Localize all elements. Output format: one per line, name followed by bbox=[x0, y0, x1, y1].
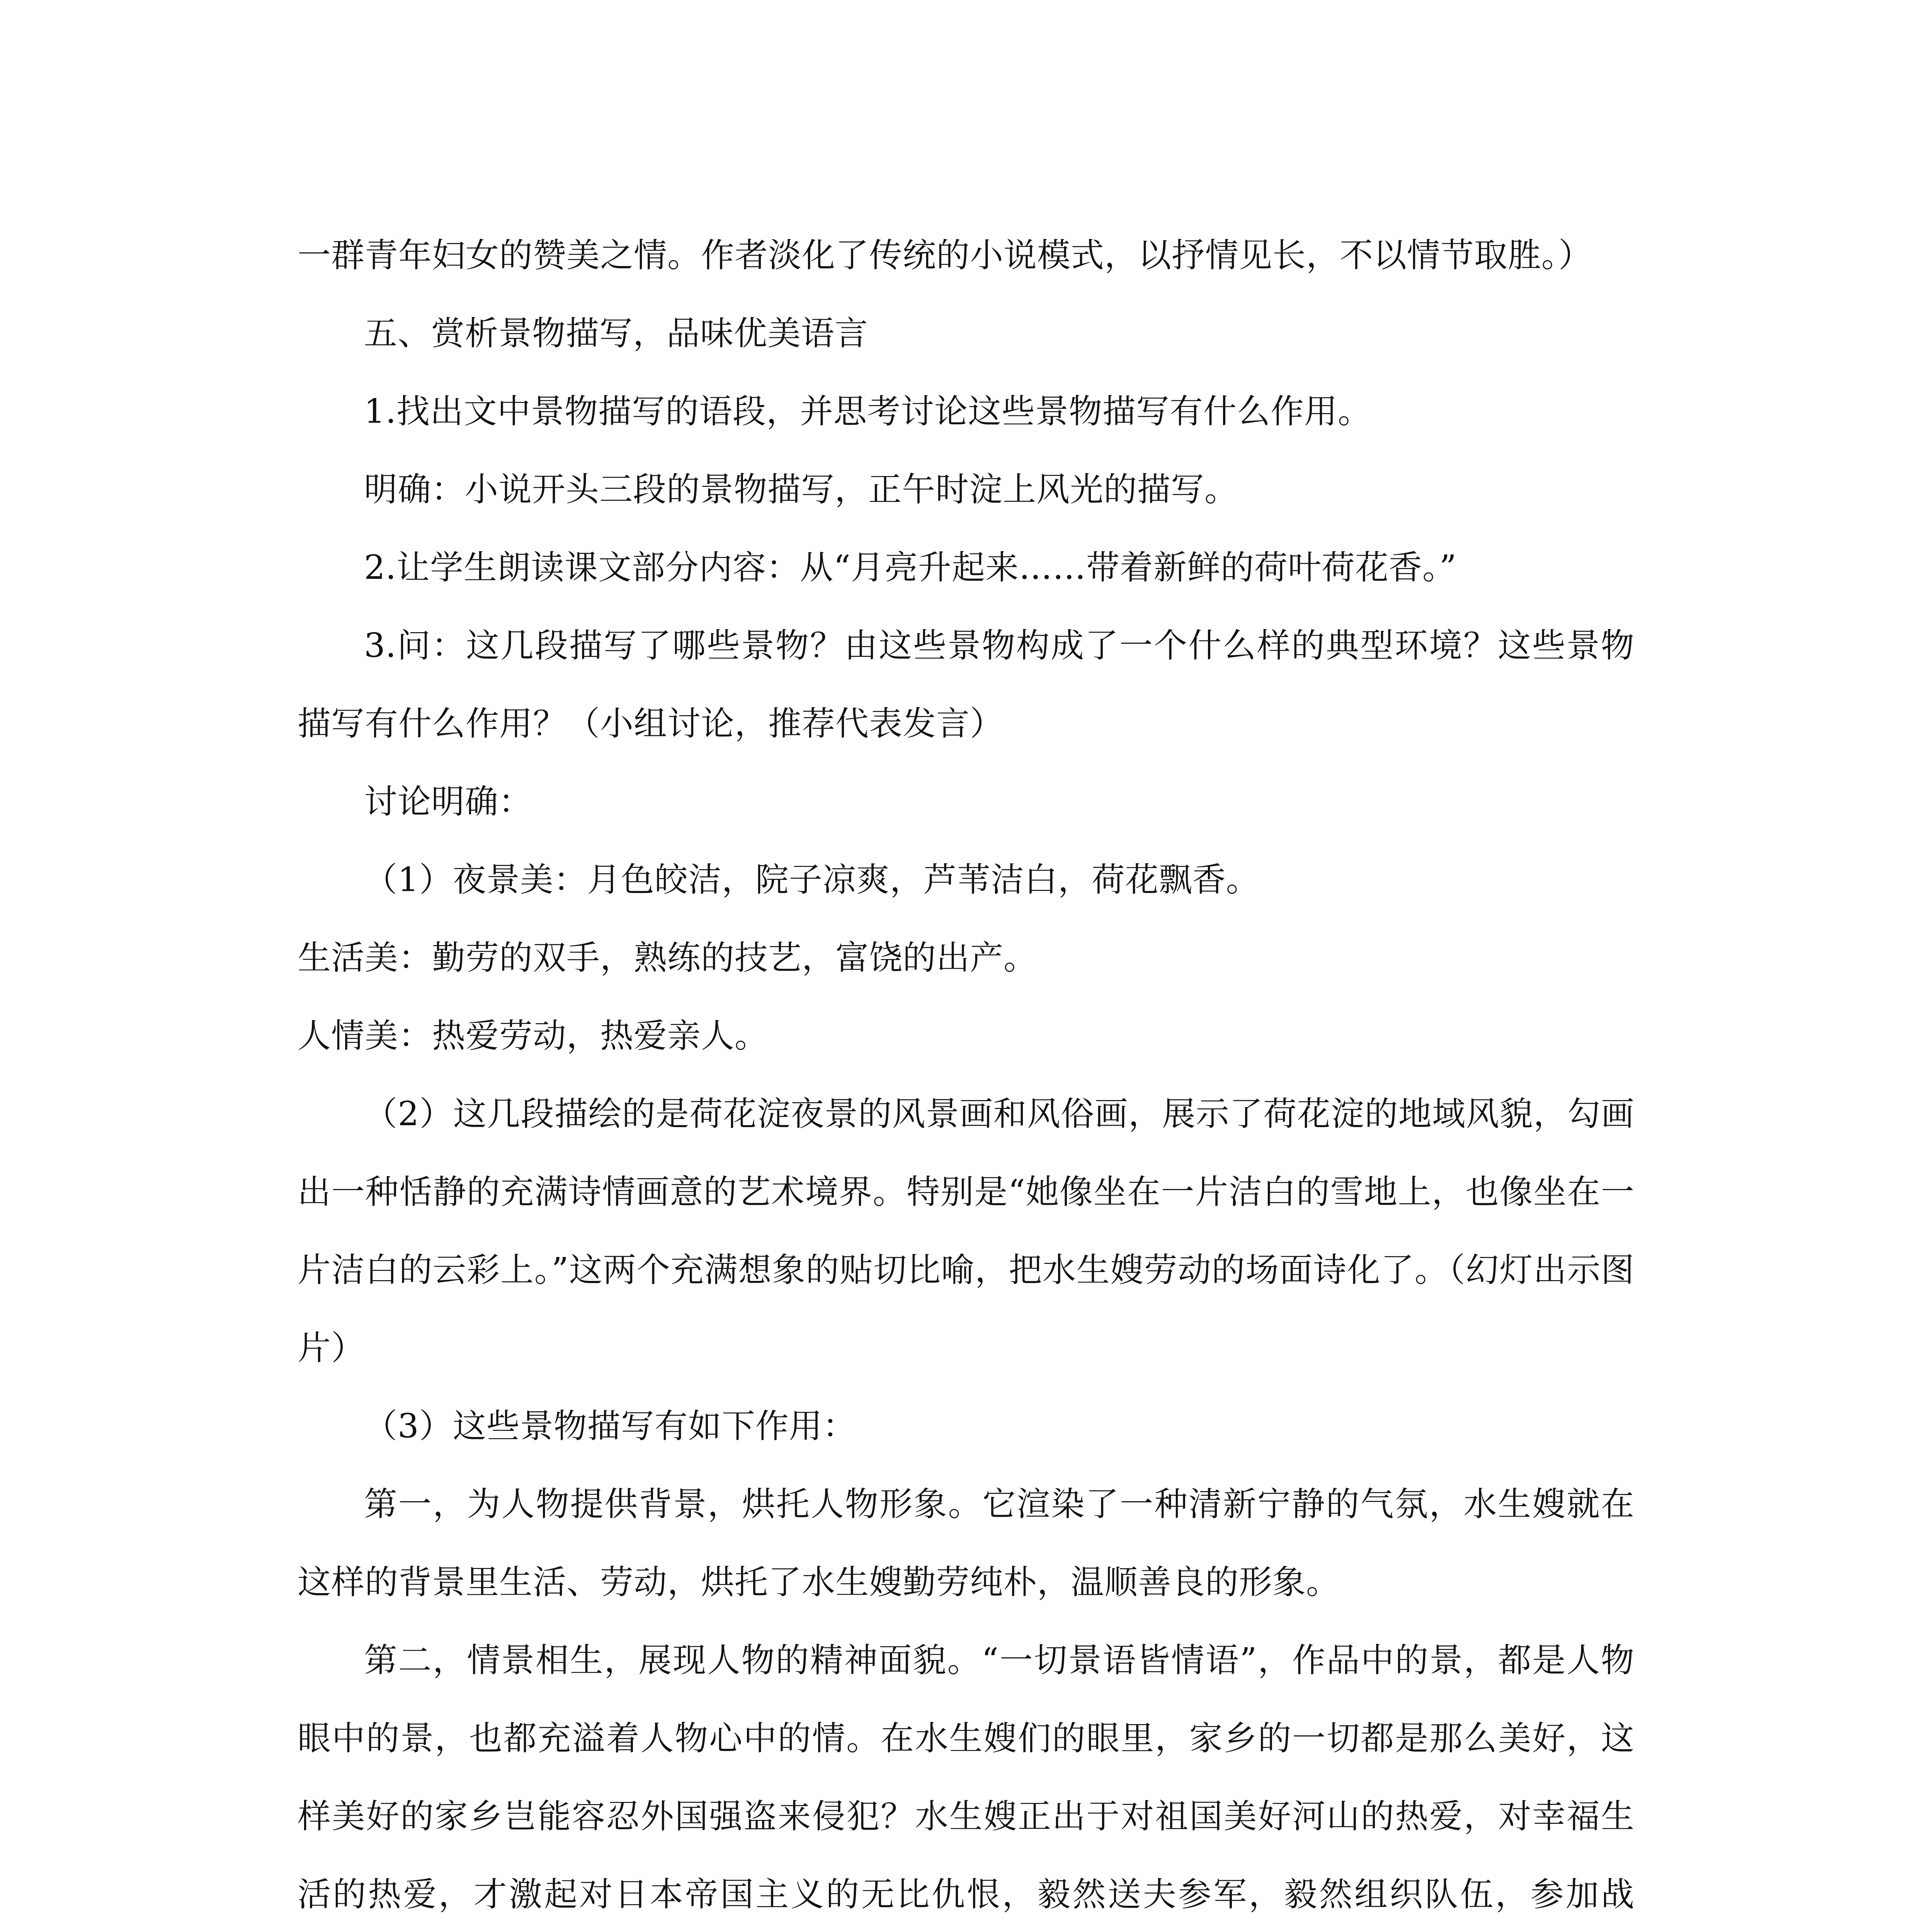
paragraph-item-3: 3.问：这几段描写了哪些景物？由这些景物构成了一个什么样的典型环境？这些景物描写有什么作用？（小组讨论，推荐代表发言） bbox=[298, 626, 1635, 743]
paragraph-point-2: （2）这几段描绘的是荷花淀夜景的风景画和风俗画，展示了荷花淀的地域风貌，勾画出一种恬静的充满诗情画意的艺术境界。特别是“她像坐在一片洁白的雪地上，也像坐在一片洁白的云彩上。”这两个充满想象的贴切比喻，把水生嫂劳动的场面诗化了。（幻灯出示图片） bbox=[298, 1095, 1635, 1367]
paragraph-discussion-label: 讨论明确： bbox=[364, 782, 532, 821]
paragraph-second: 第二，情景相生，展现人物的精神面貌。“一切景语皆情语”，作品中的景，都是人物眼中的景，也都充溢着人物心中的情。在水生嫂们的眼里，家乡的一切都是那么美好，这样美好的家乡岂能容忍外国强盗来侵犯？水生嫂正出于对祖国美好河山的热爱，对幸福生活的热爱，才激起对日本帝国主义的无比仇恨，毅然送夫参军，毅然组织队伍，参加战 bbox=[298, 1641, 1635, 1914]
paragraph-item-1: 1.找出文中景物描写的语段，并思考讨论这些景物描写有什么作用。 bbox=[364, 392, 1372, 431]
paragraph-night-beauty: （1）夜景美：月色皎洁，院子凉爽，芦苇洁白，荷花飘香。 bbox=[364, 861, 1260, 899]
paragraph-life-beauty: 生活美：勤劳的双手，熟练的技艺，富饶的出产。 bbox=[298, 939, 1037, 977]
paragraph-first: 第一，为人物提供背景，烘托人物形象。它渲染了一种清新宁静的气氛，水生嫂就在这样的背景里生活、劳动，烘托了水生嫂勤劳纯朴，温顺善良的形象。 bbox=[298, 1485, 1635, 1602]
paragraph-clarify: 明确：小说开头三段的景物描写，正午时淀上风光的描写。 bbox=[364, 470, 1238, 509]
paragraph-item-2: 2.让学生朗读课文部分内容：从“月亮升起来……带着新鲜的荷叶荷花香。” bbox=[364, 548, 1457, 587]
paragraph-1: 一群青年妇女的赞美之情。作者淡化了传统的小说模式，以抒情见长，不以情节取胜。） bbox=[298, 236, 1592, 275]
paragraph-point-3: （3）这些景物描写有如下作用： bbox=[364, 1407, 856, 1446]
paragraph-human-beauty: 人情美：热爱劳动，热爱亲人。 bbox=[298, 1017, 768, 1055]
section-heading-5: 五、赏析景物描写，品味优美语言 bbox=[364, 314, 868, 353]
document-body bbox=[298, 216, 1635, 1932]
